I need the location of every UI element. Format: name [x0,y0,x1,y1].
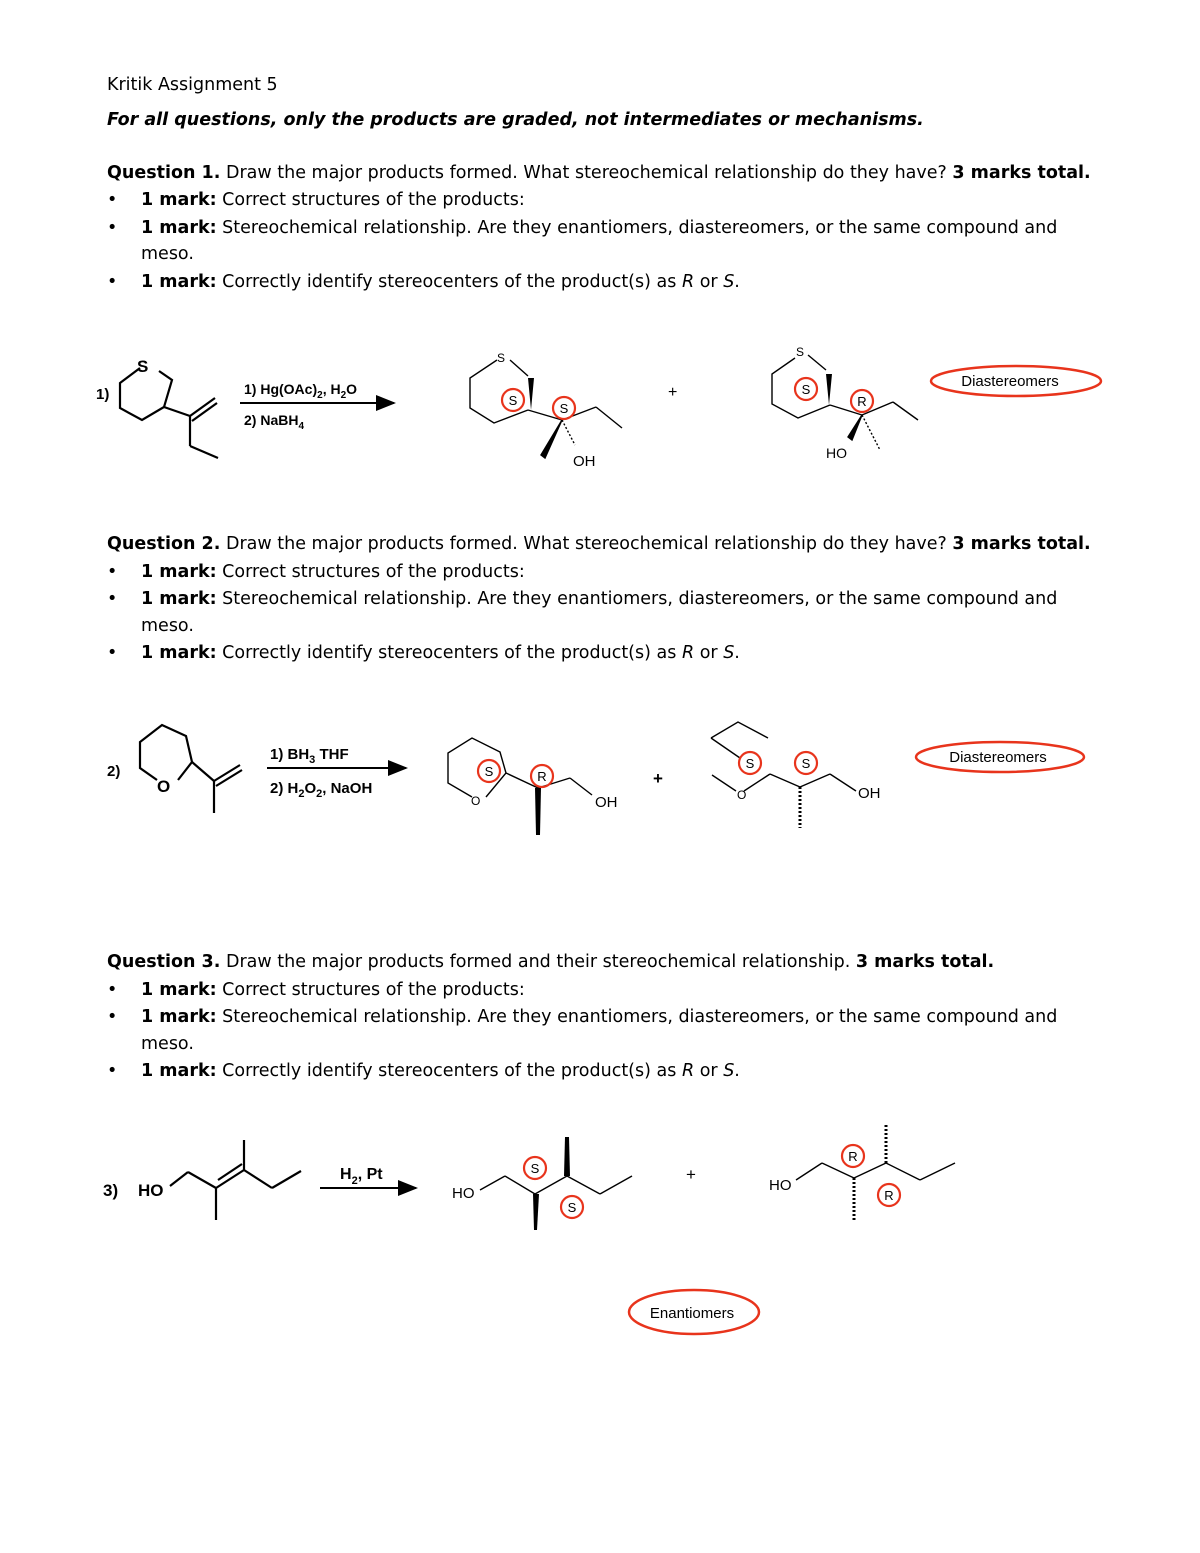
stereo-circle [478,760,500,782]
product-2a [448,738,592,835]
answer-label: Enantiomers [649,1305,735,1322]
question-3-heading [107,951,994,973]
sulfur-atom: S [137,357,149,376]
plus-sign: + [686,1165,696,1184]
list-item: • 1 mark: Correct structures of the products: [107,190,525,210]
mark-label: 1 mark: [141,272,217,292]
oxygen-atom: O [737,788,747,802]
question-text: Draw the major products formed. What stereochemical relationship do they have? [225,534,947,554]
reaction-2 [107,722,1084,835]
stereo-circle [878,1184,900,1206]
list-item: • 1 mark: Stereochemical relationship. Are they enantiomers, diastereomers, or the same compound and [107,218,1058,238]
list-item: • 1 mark: Stereochemical relationship. Are they enantiomers, diastereomers, or the same compound and [107,1007,1058,1027]
bullet-continuation: meso. [141,616,194,636]
or-label: or [699,643,718,663]
product-3a [480,1137,632,1230]
stereo-circle [842,1145,864,1167]
stereocenter-label: S [801,382,811,397]
reagent: $H_2$, Pt [340,1166,383,1187]
reagent-step-2: 2) $H_2O_2$, NaOH [270,780,373,800]
s-label: S [723,643,735,663]
mark-label: 1 mark: [141,643,217,663]
stereo-circle [531,765,553,787]
answer-label: Diastereomers [949,749,1047,766]
bullet-text: Correct structures of the products: [222,980,525,1000]
s-label: S [723,272,735,292]
s-label: S [723,1061,735,1081]
hydroxyl-group: HO [138,1181,164,1200]
stereo-circle [502,389,524,411]
question-label: Question 3. [107,952,221,972]
question-2-heading [107,533,1091,555]
stereocenter-label: S [567,1200,577,1215]
hydroxyl-group: OH [573,453,596,470]
reaction-number: 2) [107,763,121,780]
or-label: or [699,272,718,292]
list-item: • 1 mark: Correctly identify stereocenters of the product(s) as R or S. [107,1061,740,1081]
list-item: • 1 mark: Stereochemical relationship. Are they enantiomers, diastereomers, or the same compound and [107,589,1058,609]
question-text: Draw the major products formed and their stereochemical relationship. [225,952,851,972]
stereocenter-label: R [537,769,547,784]
bullet-text: Stereochemical relationship. Are they enantiomers, diastereomers, or the same compound and [222,1007,1058,1027]
reagent-step-1: 1) $BH_3$ THF [270,746,349,766]
period: . [734,643,740,663]
reaction-3 [103,1123,955,1334]
hydroxyl-group: HO [452,1185,475,1202]
bullet-text: Correctly identify stereocenters of the product(s) as [222,1061,677,1081]
hydroxyl-group: HO [826,445,847,461]
oxygen-atom: O [157,777,171,796]
starting-material-1 [120,368,218,458]
stereo-circle [561,1196,583,1218]
list-item: • 1 mark: Correctly identify stereocenters of the product(s) as R or S. [107,272,740,292]
sulfur-atom: S [497,351,506,365]
question-marks: 3 marks total. [952,534,1091,554]
stereocenter-label: R [857,394,867,409]
list-item: • 1 mark: Correct structures of the products: [107,562,525,582]
question-label: Question 2. [107,534,221,554]
bullet-text: Correct structures of the products: [222,190,525,210]
stereo-circle [553,397,575,419]
reagent-step-1: 1) $Hg(OAc)_2$, $H_2O$ [244,381,358,401]
question-text: Draw the major products formed. What stereochemical relationship do they have? [225,163,947,183]
plus-sign: + [653,769,663,788]
bullet-continuation: meso. [141,1034,194,1054]
product-2b [711,722,856,828]
stereo-circle [851,390,873,412]
question-label: Question 1. [107,163,221,183]
bullet-text: Correct structures of the products: [222,562,525,582]
stereocenter-label: S [559,401,569,416]
r-label: R [681,1061,695,1081]
reaction-1 [96,345,1101,470]
mark-label: 1 mark: [141,589,217,609]
stereo-circle [795,752,817,774]
stereo-circle [739,752,761,774]
r-label: R [681,643,695,663]
stereocenter-label: S [530,1161,540,1176]
stereocenter-label: S [484,764,494,779]
bullet-text: Stereochemical relationship. Are they enantiomers, diastereomers, or the same compound and [222,218,1058,238]
mark-label: 1 mark: [141,1007,217,1027]
bullet-text: Stereochemical relationship. Are they enantiomers, diastereomers, or the same compound and [222,589,1058,609]
stereo-circle [524,1157,546,1179]
list-item: • 1 mark: Correctly identify stereocenters of the product(s) as R or S. [107,643,740,663]
period: . [734,272,740,292]
bullet-continuation: meso. [141,244,194,264]
starting-material-2 [140,725,242,813]
plus-sign: + [668,384,678,401]
bullet-text: Correctly identify stereocenters of the product(s) as [222,643,677,663]
mark-label: 1 mark: [141,562,217,582]
answer-ellipse [931,366,1101,396]
list-item: • 1 mark: Correct structures of the products: [107,980,525,1000]
mark-label: 1 mark: [141,218,217,238]
sulfur-atom: S [796,345,805,359]
or-label: or [699,1061,718,1081]
mark-label: 1 mark: [141,1061,217,1081]
page-title: Kritik Assignment 5 [107,75,278,95]
stereocenter-label: S [745,756,755,771]
instructions-note: For all questions, only the products are graded, not intermediates or mechanisms. [107,110,924,130]
stereocenter-label: R [848,1149,858,1164]
mark-label: 1 mark: [141,190,217,210]
product-1b [772,355,918,450]
reaction-number: 3) [103,1181,119,1200]
stereocenter-label: R [884,1188,894,1203]
mark-label: 1 mark: [141,980,217,1000]
stereocenter-label: S [801,756,811,771]
oxygen-atom: O [471,794,481,808]
r-label: R [681,272,695,292]
question-1-heading [107,162,1091,184]
reagent-step-2: 2) NaBH$_4$ [244,412,305,432]
product-3b [796,1123,955,1220]
hydroxyl-group: OH [858,785,881,802]
answer-label: Diastereomers [961,373,1059,390]
hydroxyl-group: OH [595,794,618,811]
question-marks: 3 marks total. [855,952,995,972]
question-marks: 3 marks total. [952,163,1091,183]
period: . [734,1061,740,1081]
answer-ellipse [916,742,1084,772]
hydroxyl-group: HO [769,1177,792,1194]
reaction-number: 1) [96,386,110,403]
bullet-text: Correctly identify stereocenters of the product(s) as [222,272,677,292]
stereo-circle [795,378,817,400]
product-1a [470,360,622,458]
answer-ellipse [629,1290,759,1334]
stereocenter-label: S [508,393,518,408]
starting-material-3 [170,1140,301,1220]
